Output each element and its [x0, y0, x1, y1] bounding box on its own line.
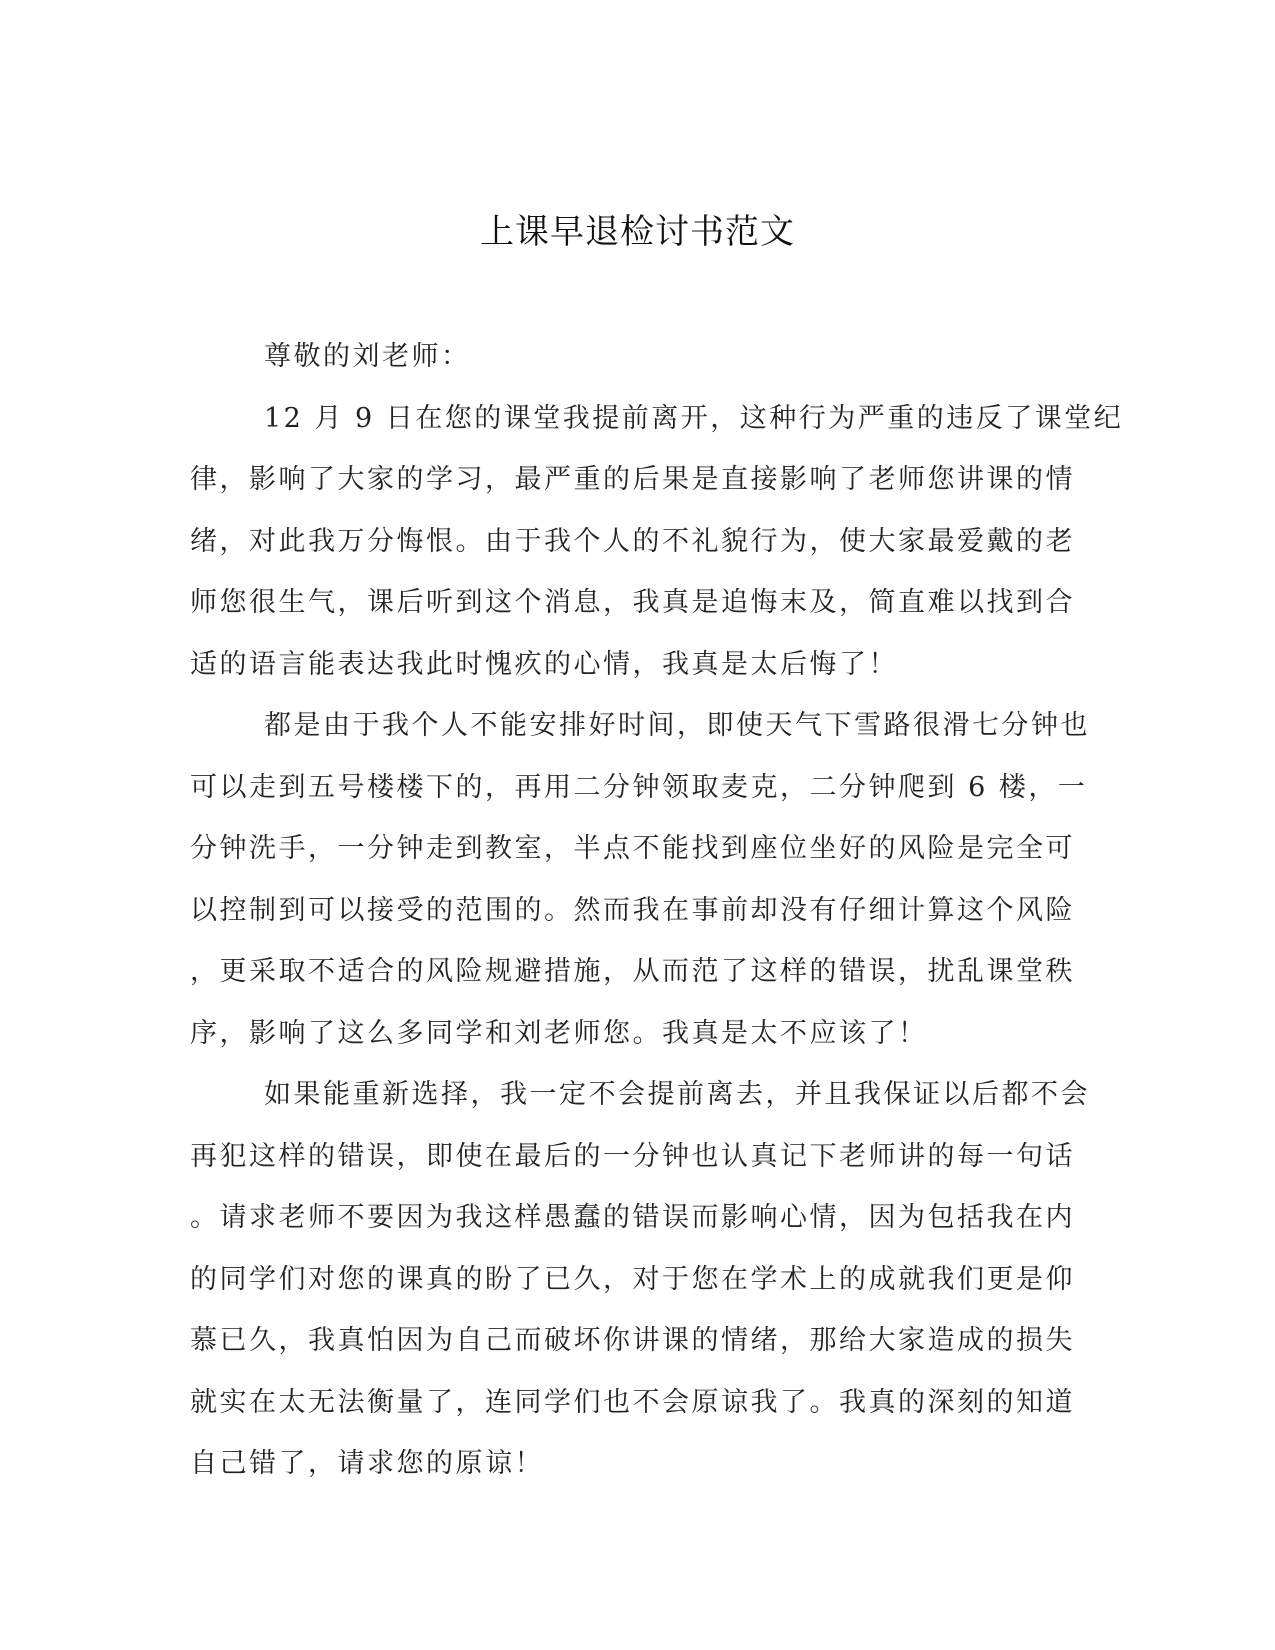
text-line: 尊敬的刘老师： — [264, 341, 471, 372]
text-line: 分钟洗手，一分钟走到教室，半点不能找到座位坐好的风险是完全可 — [190, 833, 1075, 864]
text-line: 以控制到可以接受的范围的。然而我在事前却没有仔细计算这个风险 — [190, 894, 1075, 926]
document-title: 上课早退检讨书范文 — [480, 212, 795, 252]
text-line: 都是由于我个人不能安排好时间，即使天气下雪路很滑七分钟也 — [264, 710, 1090, 741]
text-line: 绪，对此我万分悔恨。由于我个人的不礼貌行为，使大家最爱戴的老 — [190, 525, 1075, 557]
text-line: 。请求老师不要因为我这样愚蠢的错误而影响心情，因为包括我在内 — [190, 1202, 1075, 1233]
text-line: 就实在太无法衡量了，连同学们也不会原谅我了。我真的深刻的知道 — [190, 1386, 1075, 1418]
text-line: 律，影响了大家的学习，最严重的后果是直接影响了老师您讲课的情 — [190, 464, 1075, 495]
text-line: 可以走到五号楼楼下的，再用二分钟领取麦克，二分钟爬到 6 楼，一 — [190, 771, 1088, 803]
text-line: 如果能重新选择，我一定不会提前离去，并且我保证以后都不会 — [264, 1079, 1090, 1110]
text-line: ，更采取不适合的风险规避措施，从而范了这样的错误，扰乱课堂秩 — [190, 956, 1075, 987]
text-line: 慕已久，我真怕因为自己而破坏你讲课的情绪，那给大家造成的损失 — [190, 1325, 1075, 1356]
text-line: 再犯这样的错误，即使在最后的一分钟也认真记下老师讲的每一句话 — [190, 1140, 1075, 1172]
text-line: 适的语言能表达我此时愧疚的心情，我真是太后悔了！ — [190, 648, 898, 680]
text-line: 的同学们对您的课真的盼了已久，对于您在学术上的成就我们更是仰 — [190, 1263, 1075, 1295]
text-line: 自己错了，请求您的原谅！ — [190, 1448, 544, 1479]
text-line: 序，影响了这么多同学和刘老师您。我真是太不应该了！ — [190, 1017, 928, 1049]
document-body — [190, 326, 1124, 1495]
text-line: 师您很生气，课后听到这个消息，我真是追悔末及，简直难以找到合 — [190, 587, 1075, 618]
text-line: 12 月 9 日在您的课堂我提前离开，这种行为严重的违反了课堂纪 — [264, 402, 1124, 434]
